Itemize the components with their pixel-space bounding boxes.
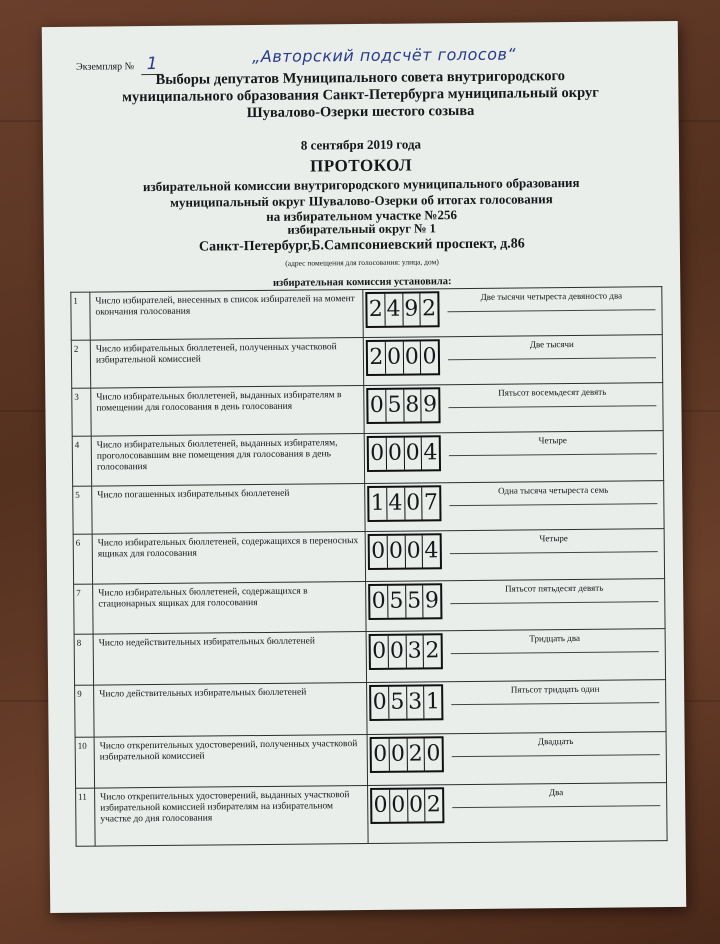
row-description: Число недействительных избирательных бюллетеней — [93, 631, 366, 685]
value-wrap — [367, 631, 665, 670]
value-in-words: Двадцать — [452, 735, 660, 757]
digit-box: 4 — [423, 440, 438, 466]
row-description: Число открепительных удостоверений, выданных участковой избирательной комиссией избирателям на избирательном участке до дня голосования — [95, 785, 369, 846]
protocol-subtitle — [43, 174, 679, 227]
election-date: 8 сентября 2019 года — [300, 136, 422, 153]
address-line: Санкт-Петербург,Б.Сампсониевский проспект, д.86 — [198, 236, 525, 255]
district-line: избирательный округ № 1 — [287, 221, 436, 237]
digit-box: 0 — [389, 739, 407, 771]
digit-box: 0 — [371, 636, 389, 668]
digit-box: 0 — [372, 790, 390, 822]
digit-box: 5 — [386, 390, 404, 422]
row-description: Число избирателей, внесенных в список избирателей на момент окончания голосования — [90, 290, 363, 341]
table-row — [71, 335, 662, 389]
row-value-cell — [366, 629, 665, 683]
digit-boxes — [365, 291, 439, 328]
digit-box: 8 — [404, 389, 422, 421]
value-in-words: Четыре — [449, 434, 657, 456]
row-description: Число избирательных бюллетеней, выданных избирателям, проголосовавшим вне помещения для голосования в день голосования — [91, 433, 364, 486]
address-note: (адрес помещения для голосования: улица, дом) — [285, 257, 439, 268]
row-value-cell — [367, 732, 666, 786]
digit-box: 0 — [387, 536, 405, 568]
row-number: 10 — [75, 737, 94, 788]
value-wrap — [367, 682, 665, 721]
value-in-words: Тридцать два — [451, 632, 659, 654]
digit-box: 0 — [405, 487, 423, 519]
table-row — [75, 680, 666, 738]
digit-box: 1 — [369, 488, 387, 520]
value-in-words: Одна тысяча четыреста семь — [449, 484, 657, 506]
digit-box: 0 — [408, 789, 426, 821]
copy-number-handwritten: 1 — [141, 54, 164, 75]
digit-boxes — [366, 387, 440, 424]
digit-box: 5 — [406, 585, 424, 617]
subtitle-line: избирательной комиссии внутригородского муниципального образования — [142, 174, 580, 195]
title-line: муниципального образования Санкт-Петербурга муниципальный округ — [121, 84, 599, 106]
table-row — [72, 383, 663, 437]
digit-box: 2 — [421, 296, 437, 322]
value-wrap — [364, 337, 662, 376]
row-value-cell — [364, 383, 663, 434]
digit-boxes — [369, 684, 443, 721]
value-in-words: Пятьсот тридцать один — [451, 683, 659, 705]
value-in-words: Две тысячи четыреста девяносто два — [447, 290, 655, 312]
digit-box: 0 — [404, 437, 422, 469]
handwritten-note: „Авторский подсчёт голосов“ — [251, 44, 517, 67]
subtitle-line: на избирательном участке №256 — [266, 207, 458, 224]
row-value-cell — [363, 335, 662, 386]
digit-box: 1 — [425, 689, 441, 715]
copy-label: Экземпляр № — [76, 61, 135, 73]
digit-box: 0 — [372, 739, 390, 771]
value-in-words: Два — [452, 786, 660, 808]
row-description: Число погашенных избирательных бюллетеней — [92, 483, 365, 534]
table-row — [74, 629, 665, 686]
commission-line: избирательная комиссия установила: — [272, 276, 452, 289]
digit-box: 3 — [407, 686, 425, 718]
digit-box: 0 — [370, 586, 388, 618]
value-wrap — [366, 531, 664, 570]
row-number: 7 — [74, 584, 93, 634]
protocol-sheet — [42, 21, 686, 913]
digit-boxes — [367, 485, 441, 522]
table-row — [72, 431, 663, 487]
digit-box: 9 — [422, 392, 438, 418]
digit-box: 0 — [426, 741, 441, 767]
value-wrap — [363, 289, 661, 328]
row-value-cell — [366, 579, 665, 632]
table-row — [73, 481, 664, 535]
digit-boxes — [370, 787, 444, 824]
row-value-cell — [368, 783, 668, 844]
digit-box: 0 — [388, 636, 406, 668]
row-number: 2 — [71, 340, 90, 388]
row-number: 3 — [72, 388, 91, 436]
value-wrap — [365, 433, 663, 472]
value-wrap — [365, 483, 663, 522]
digit-boxes — [368, 533, 442, 570]
value-in-words: Четыре — [450, 532, 658, 554]
digit-box: 3 — [406, 635, 424, 667]
row-number: 11 — [76, 788, 96, 846]
digit-box: 4 — [385, 294, 403, 326]
row-value-cell — [367, 680, 666, 735]
row-value-cell — [365, 529, 664, 582]
value-wrap — [368, 734, 666, 773]
row-description: Число избирательных бюллетеней, полученных участковой избирательной комиссией — [90, 338, 363, 389]
digit-box: 0 — [422, 344, 437, 370]
digit-box: 0 — [386, 342, 404, 374]
digit-box: 4 — [387, 488, 405, 520]
digit-box: 5 — [389, 687, 407, 719]
digit-box: 4 — [424, 538, 439, 564]
value-in-words: Пятьсот восемьдесят девять — [448, 386, 656, 408]
row-number: 5 — [73, 486, 92, 534]
row-description: Число действительных избирательных бюллетеней — [94, 682, 367, 737]
digit-box: 9 — [403, 293, 421, 325]
table-row — [73, 529, 664, 585]
row-number: 8 — [74, 634, 93, 685]
digit-box: 0 — [368, 390, 386, 422]
digit-box: 7 — [423, 490, 439, 516]
digit-box: 2 — [426, 792, 441, 818]
table-row — [74, 579, 665, 635]
row-number: 9 — [75, 685, 94, 737]
digit-boxes — [368, 583, 442, 620]
digit-box: 0 — [371, 687, 389, 719]
digit-box: 0 — [405, 535, 423, 567]
row-value-cell — [364, 431, 663, 484]
title-line: Шувалово-Озерки шестого созыва — [246, 102, 475, 122]
digit-box: 2 — [407, 738, 425, 770]
digit-boxes — [367, 435, 441, 472]
value-in-words: Две тысячи — [448, 338, 656, 360]
digit-box: 0 — [403, 341, 421, 373]
digit-boxes — [370, 736, 444, 773]
row-number: 6 — [73, 534, 92, 584]
digit-box: 0 — [370, 536, 388, 568]
title-line: Выборы депутатов Муниципального совета внутригородского — [155, 68, 566, 88]
digit-box: 0 — [369, 438, 387, 470]
digit-boxes — [369, 633, 443, 670]
row-description: Число избирательных бюллетеней, содержащихся в стационарных ящиках для голосования — [93, 581, 366, 634]
row-value-cell — [363, 287, 662, 338]
digit-box: 2 — [367, 294, 385, 326]
row-description: Число избирательных бюллетеней, содержащихся в переносных ящиках для голосования — [92, 531, 365, 584]
table-row — [71, 287, 662, 341]
protocol-heading: ПРОТОКОЛ — [310, 155, 413, 176]
value-wrap — [366, 581, 664, 620]
digit-box: 5 — [388, 586, 406, 618]
value-in-words: Пятьсот пятьдесят девять — [450, 582, 658, 604]
digit-box: 2 — [368, 342, 386, 374]
digit-boxes — [366, 339, 440, 376]
election-title — [42, 67, 678, 124]
subtitle-line: муниципальный округ Шувалово-Озерки об итогах голосования — [170, 190, 553, 210]
row-description: Число избирательных бюллетеней, выданных избирателям в помещении для голосования в день голосования — [91, 385, 364, 436]
row-number: 4 — [72, 436, 91, 486]
digit-box: 9 — [424, 588, 440, 614]
table-row — [76, 783, 668, 847]
digit-box: 0 — [390, 790, 408, 822]
results-table — [70, 286, 667, 847]
digit-box: 2 — [425, 638, 440, 664]
value-wrap — [364, 385, 662, 424]
digit-box: 0 — [386, 438, 404, 470]
row-value-cell — [365, 481, 664, 532]
table-row — [75, 732, 666, 789]
row-number: 1 — [71, 292, 90, 340]
row-description: Число открепительных удостоверений, полученных участковой избирательной комиссией — [94, 734, 367, 788]
value-wrap — [368, 785, 666, 824]
